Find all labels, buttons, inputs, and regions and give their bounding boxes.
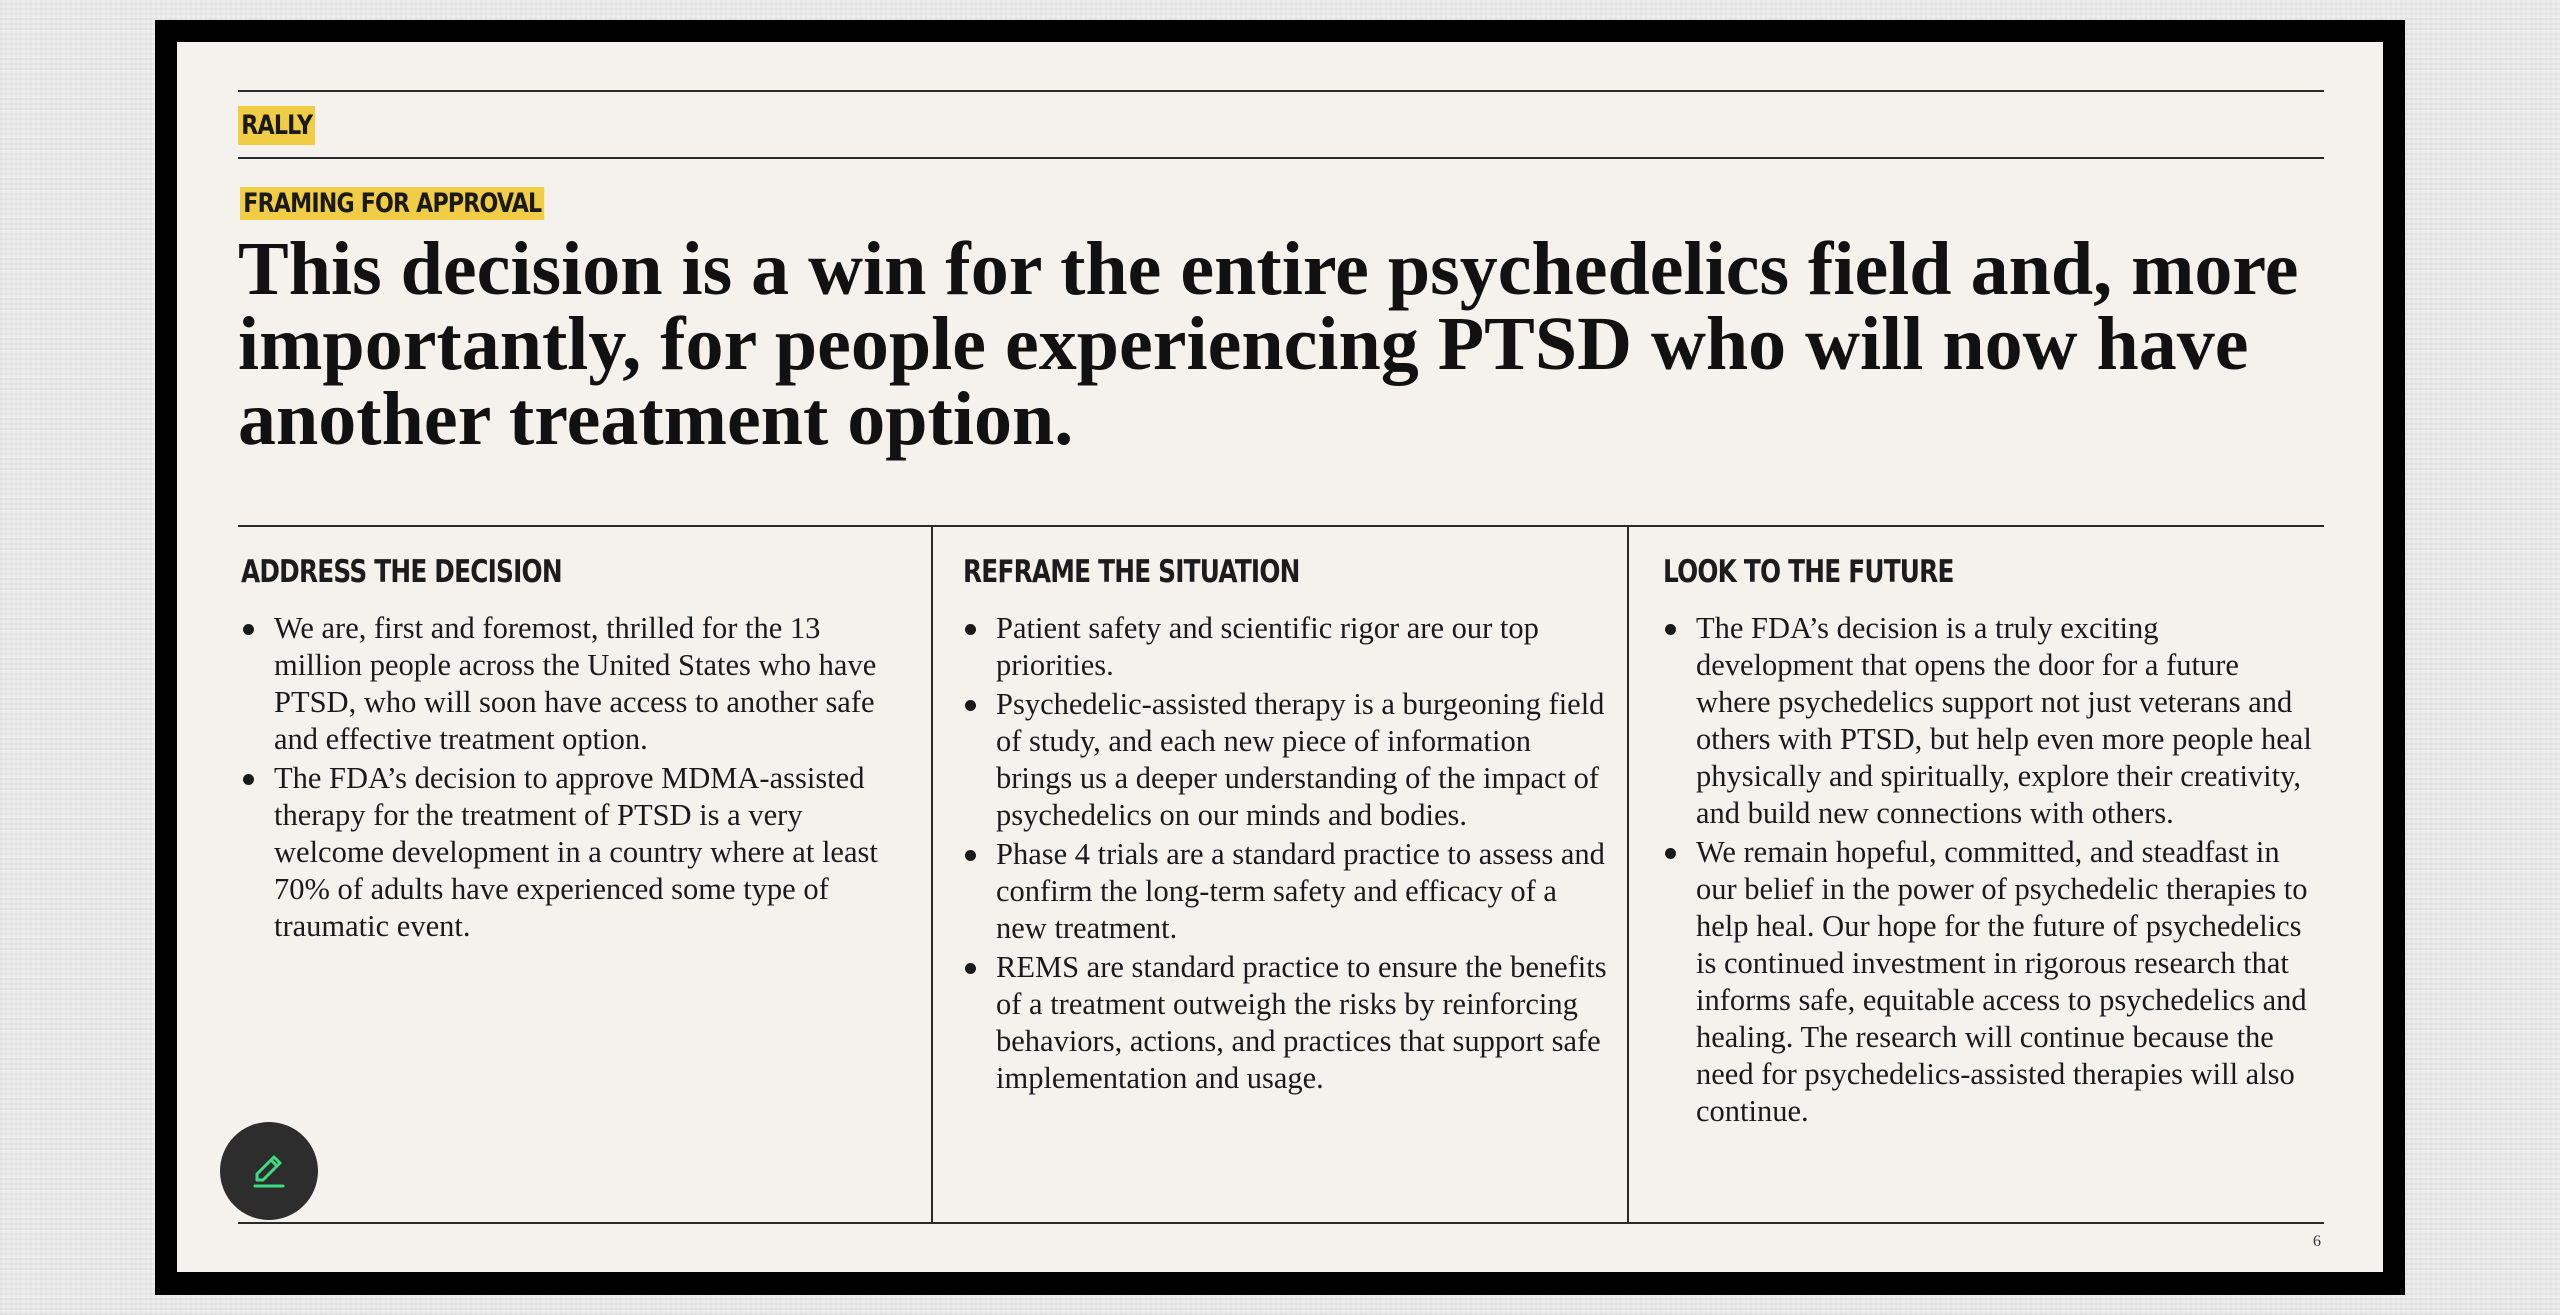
list-item: REMS are standard practice to ensure the benefits of a treatment outweigh the risks by reinforcing behaviors, actions, and practices that support safe implementation and usage. bbox=[963, 949, 1613, 1097]
list-item: Psychedelic-assisted therapy is a burgeoning field of study, and each new piece of information brings us a deeper understanding of the impact of psychedelics on our minds and bodies. bbox=[963, 686, 1613, 834]
columns-bottom-rule bbox=[238, 1222, 2324, 1224]
section-tag: FRAMING FOR APPROVAL bbox=[240, 187, 545, 220]
list-item: The FDA’s decision to approve MDMA-assisted therapy for the treatment of PTSD is a very welcome development in a country where at least 70% of adults have experienced some type of traumatic event. bbox=[241, 760, 881, 945]
header-rule bbox=[238, 157, 2324, 159]
bullet-list bbox=[1663, 610, 2318, 1130]
brand-tag: RALLY bbox=[238, 106, 315, 145]
list-item: The FDA’s decision is a truly exciting development that opens the door for a future where psychedelics support not just veterans and others with PTSD, but help even more people heal physically and spiritually, explore their creativity, and build new connections with others. bbox=[1663, 610, 2318, 832]
edit-button[interactable] bbox=[220, 1122, 318, 1220]
top-rule bbox=[238, 90, 2324, 92]
list-item: We are, first and foremost, thrilled for the 13 million people across the United States who have PTSD, who will soon have access to another safe and effective treatment option. bbox=[241, 610, 881, 758]
column-address-decision bbox=[241, 552, 881, 947]
bullet-list bbox=[241, 610, 881, 945]
column-divider-1 bbox=[931, 526, 933, 1224]
column-divider-2 bbox=[1627, 526, 1629, 1224]
list-item: We remain hopeful, committed, and steadfast in our belief in the power of psychedelic therapies to help heal. Our hope for the future of psychedelics is continued investment in rigorous research that informs safe, equitable access to psychedelics and healing. The research will continue because the need for psychedelics-assisted therapies will also continue. bbox=[1663, 834, 2318, 1130]
list-item: Phase 4 trials are a standard practice to assess and confirm the long-term safety and efficacy of a new treatment. bbox=[963, 836, 1613, 947]
list-item: Patient safety and scientific rigor are our top priorities. bbox=[963, 610, 1613, 684]
bullet-list bbox=[963, 610, 1613, 1097]
column-reframe-situation bbox=[963, 552, 1613, 1099]
column-look-to-future bbox=[1663, 552, 2318, 1132]
columns-top-rule bbox=[238, 525, 2324, 527]
page-title: This decision is a win for the entire psychedelics field and, more importantly, for people experiencing PTSD who will now have another treatment option. bbox=[238, 227, 2299, 461]
column-heading: REFRAME THE SITUATION bbox=[963, 554, 1300, 590]
column-heading: ADDRESS THE DECISION bbox=[241, 554, 562, 590]
pencil-icon bbox=[247, 1149, 291, 1193]
page-number: 6 bbox=[2313, 1233, 2321, 1250]
column-heading: LOOK TO THE FUTURE bbox=[1663, 554, 1954, 590]
